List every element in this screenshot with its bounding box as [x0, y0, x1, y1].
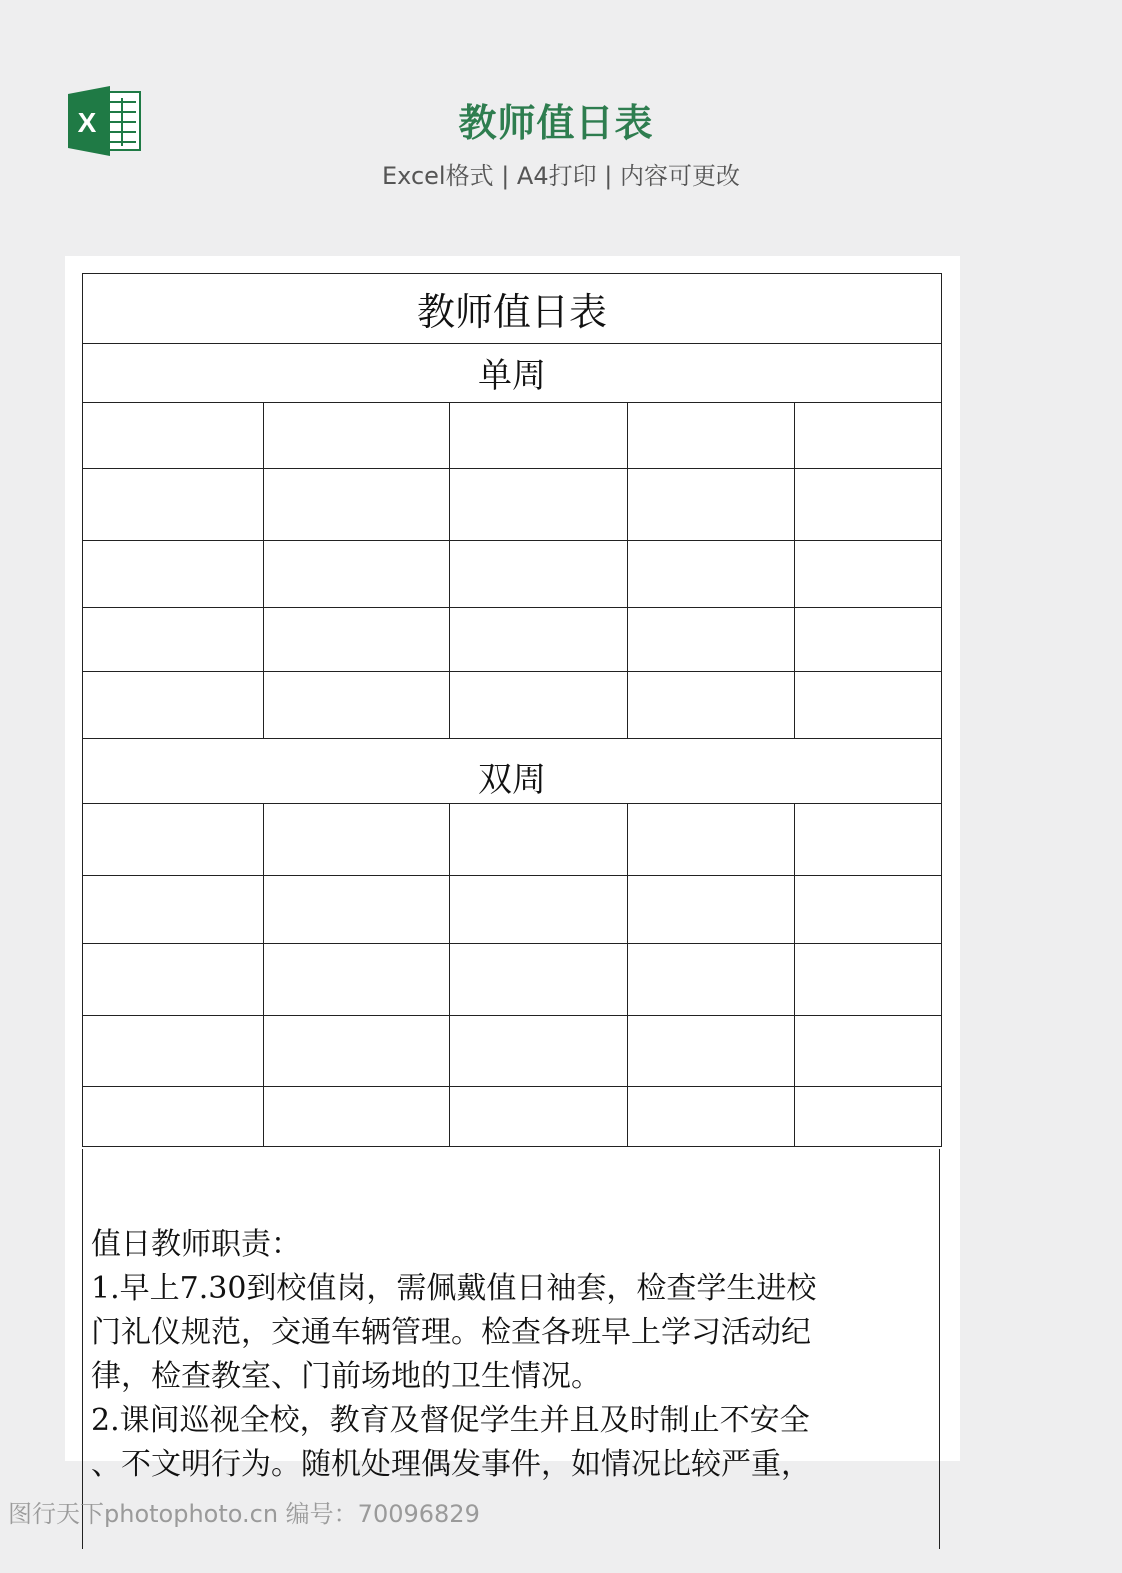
table-cell[interactable]: [450, 469, 628, 540]
week2-header-cell: [82, 739, 942, 804]
table-cell[interactable]: [450, 1087, 628, 1146]
table-cell[interactable]: [264, 672, 450, 738]
table-cell[interactable]: [264, 608, 450, 671]
week1-header-cell: [82, 343, 942, 403]
duty-notes: [82, 1149, 940, 1549]
table-cell[interactable]: [795, 403, 940, 468]
duties-line: 1.早上7.30到校值岗，需佩戴值日袖套，检查学生进校: [91, 1271, 817, 1306]
duties-line: 2.课间巡视全校，教育及督促学生并且及时制止不安全: [91, 1403, 810, 1438]
table-cell[interactable]: [83, 944, 264, 1015]
table-row: [82, 944, 942, 1016]
table-cell[interactable]: [628, 1016, 795, 1086]
table-cell[interactable]: [795, 672, 940, 738]
table-cell[interactable]: [628, 469, 795, 540]
table-cell[interactable]: [628, 672, 795, 738]
page-subtitle: Excel格式 | A4打印 | 内容可更改: [382, 162, 740, 190]
page-title: 教师值日表: [458, 101, 654, 145]
table-cell[interactable]: [264, 469, 450, 540]
table-cell[interactable]: [83, 541, 264, 607]
table-cell[interactable]: [264, 403, 450, 468]
table-cell[interactable]: [628, 944, 795, 1015]
table-cell[interactable]: [450, 944, 628, 1015]
table-cell[interactable]: [83, 876, 264, 943]
table-cell[interactable]: [83, 608, 264, 671]
table-cell[interactable]: [628, 608, 795, 671]
table-cell[interactable]: [264, 541, 450, 607]
table-cell[interactable]: [795, 1087, 940, 1146]
table-cell[interactable]: [83, 1016, 264, 1086]
table-row: [82, 403, 942, 469]
table-cell[interactable]: [450, 804, 628, 875]
table-row: [82, 541, 942, 608]
logo-letter: X: [77, 107, 97, 138]
table-cell[interactable]: [264, 1016, 450, 1086]
duties-line: 门礼仪规范，交通车辆管理。检查各班早上学习活动纪: [91, 1315, 811, 1350]
table-cell[interactable]: [628, 1087, 795, 1146]
table-cell[interactable]: [264, 944, 450, 1015]
table-cell[interactable]: [264, 804, 450, 875]
table-cell[interactable]: [450, 403, 628, 468]
table-row: [82, 608, 942, 672]
table-cell[interactable]: [795, 1016, 940, 1086]
table-cell[interactable]: [264, 876, 450, 943]
table-cell[interactable]: [795, 469, 940, 540]
table-cell[interactable]: [795, 944, 940, 1015]
table-cell[interactable]: [450, 1016, 628, 1086]
duties-line: 律，检查教室、门前场地的卫生情况。: [91, 1359, 601, 1394]
table-cell[interactable]: [628, 403, 795, 468]
table-cell[interactable]: [450, 541, 628, 607]
table-cell[interactable]: [628, 541, 795, 607]
table-cell[interactable]: [795, 876, 940, 943]
table-row: [82, 876, 942, 944]
sheet-title-cell: [82, 273, 942, 344]
table-cell[interactable]: [628, 804, 795, 875]
table-row: [82, 1087, 942, 1147]
table-cell[interactable]: [264, 1087, 450, 1146]
duties-line: 、不文明行为。随机处理偶发事件，如情况比较严重，: [91, 1447, 811, 1482]
table-cell[interactable]: [795, 608, 940, 671]
table-cell[interactable]: [450, 608, 628, 671]
table-cell[interactable]: [83, 403, 264, 468]
table-cell[interactable]: [450, 672, 628, 738]
duty-sheet: [82, 273, 942, 1573]
table-cell[interactable]: [83, 1087, 264, 1146]
table-row: [82, 469, 942, 541]
table-cell[interactable]: [795, 804, 940, 875]
week2-label: 双周: [478, 760, 546, 800]
table-cell[interactable]: [83, 469, 264, 540]
watermark: 图行天下photophoto.cn 编号：70096829: [8, 1500, 480, 1528]
table-cell[interactable]: [83, 672, 264, 738]
table-row: [82, 672, 942, 739]
week1-label: 单周: [478, 356, 546, 396]
table-row: [82, 1016, 942, 1087]
table-cell[interactable]: [83, 804, 264, 875]
table-row: [82, 804, 942, 876]
document-page: [65, 256, 960, 1482]
table-cell[interactable]: [628, 876, 795, 943]
table-cell[interactable]: [450, 876, 628, 943]
sheet-title: 教师值日表: [416, 290, 607, 334]
duties-heading: 值日教师职责：: [91, 1227, 301, 1262]
table-cell[interactable]: [795, 541, 940, 607]
